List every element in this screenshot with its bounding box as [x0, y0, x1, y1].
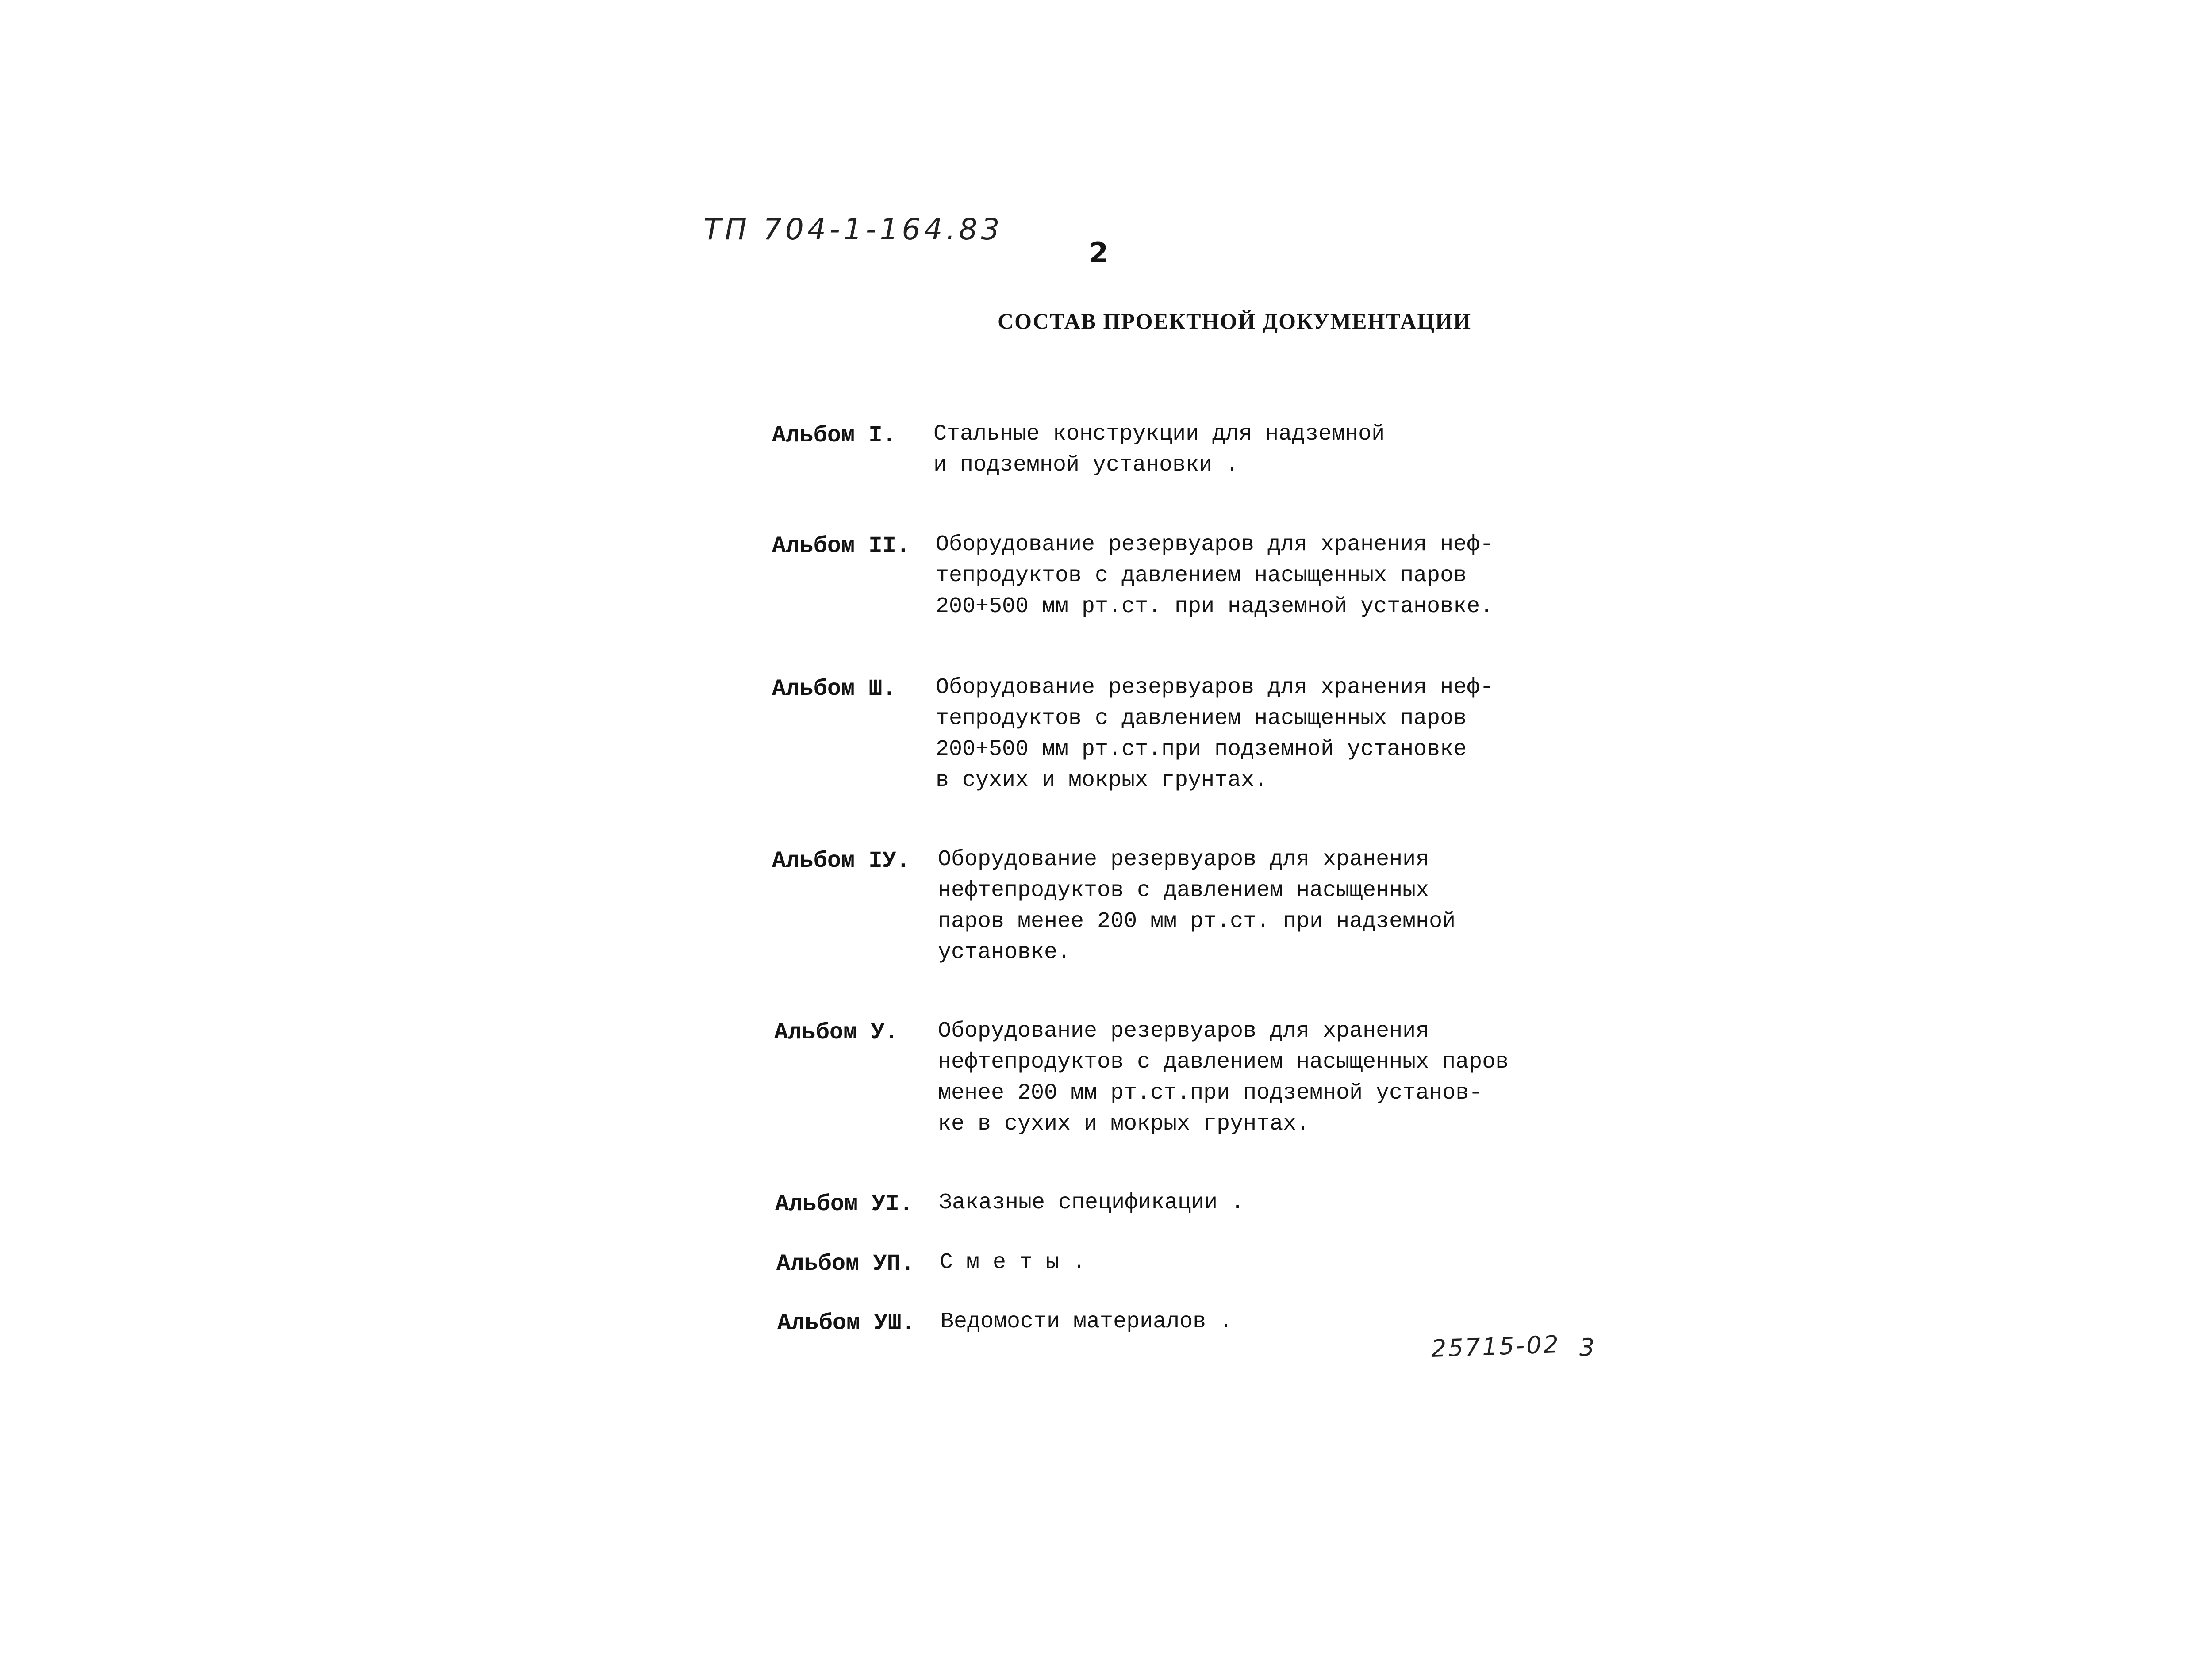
album-label: Альбом IУ. — [772, 848, 910, 874]
album-label: Альбом I. — [772, 422, 896, 448]
album-description: Оборудование резервуаров для хранения нефтепродуктов с давлением насыщенных паров менее 200 мм рт.ст.при подземной установ- ке в сухих и мокрых грунтах. — [938, 1019, 1509, 1137]
album-description: Заказные спецификации . — [939, 1190, 1244, 1215]
album-description: Оборудование резервуаров для хранения неф- тепродуктов с давлением насыщенных паров 200+500 мм рт.ст. при надземной установке. — [936, 532, 1494, 619]
album-description: Ведомости материалов . — [941, 1309, 1233, 1334]
album-label: Альбом УШ. — [777, 1310, 916, 1336]
album-description: С м е т ы . — [940, 1250, 1086, 1275]
album-label: Альбом УI. — [775, 1191, 914, 1217]
archive-number: 25715-02 — [1430, 1330, 1561, 1363]
document-code: ТП 704-1-164.83 — [703, 212, 1003, 246]
album-label: Альбом Ш. — [772, 676, 896, 702]
sheet-number: 3 — [1579, 1333, 1595, 1361]
album-label: Альбом У. — [774, 1019, 899, 1046]
page-number: 2 — [1089, 237, 1109, 269]
album-description: Оборудование резервуаров для хранения нефтепродуктов с давлением насыщенных паров менее 200 мм рт.ст. при надземной установке. — [938, 847, 1456, 965]
album-label: Альбом II. — [772, 533, 910, 559]
album-description: Оборудование резервуаров для хранения неф- тепродуктов с давлением насыщенных паров 200+500 мм рт.ст.при подземной установке в сухих и мокрых грунтах. — [936, 675, 1494, 793]
album-description: Стальные конструкции для надземной и подземной установки . — [933, 421, 1385, 478]
page-title: СОСТАВ ПРОЕКТНОЙ ДОКУМЕНТАЦИИ — [998, 309, 1472, 333]
album-label: Альбом УП. — [776, 1251, 915, 1277]
